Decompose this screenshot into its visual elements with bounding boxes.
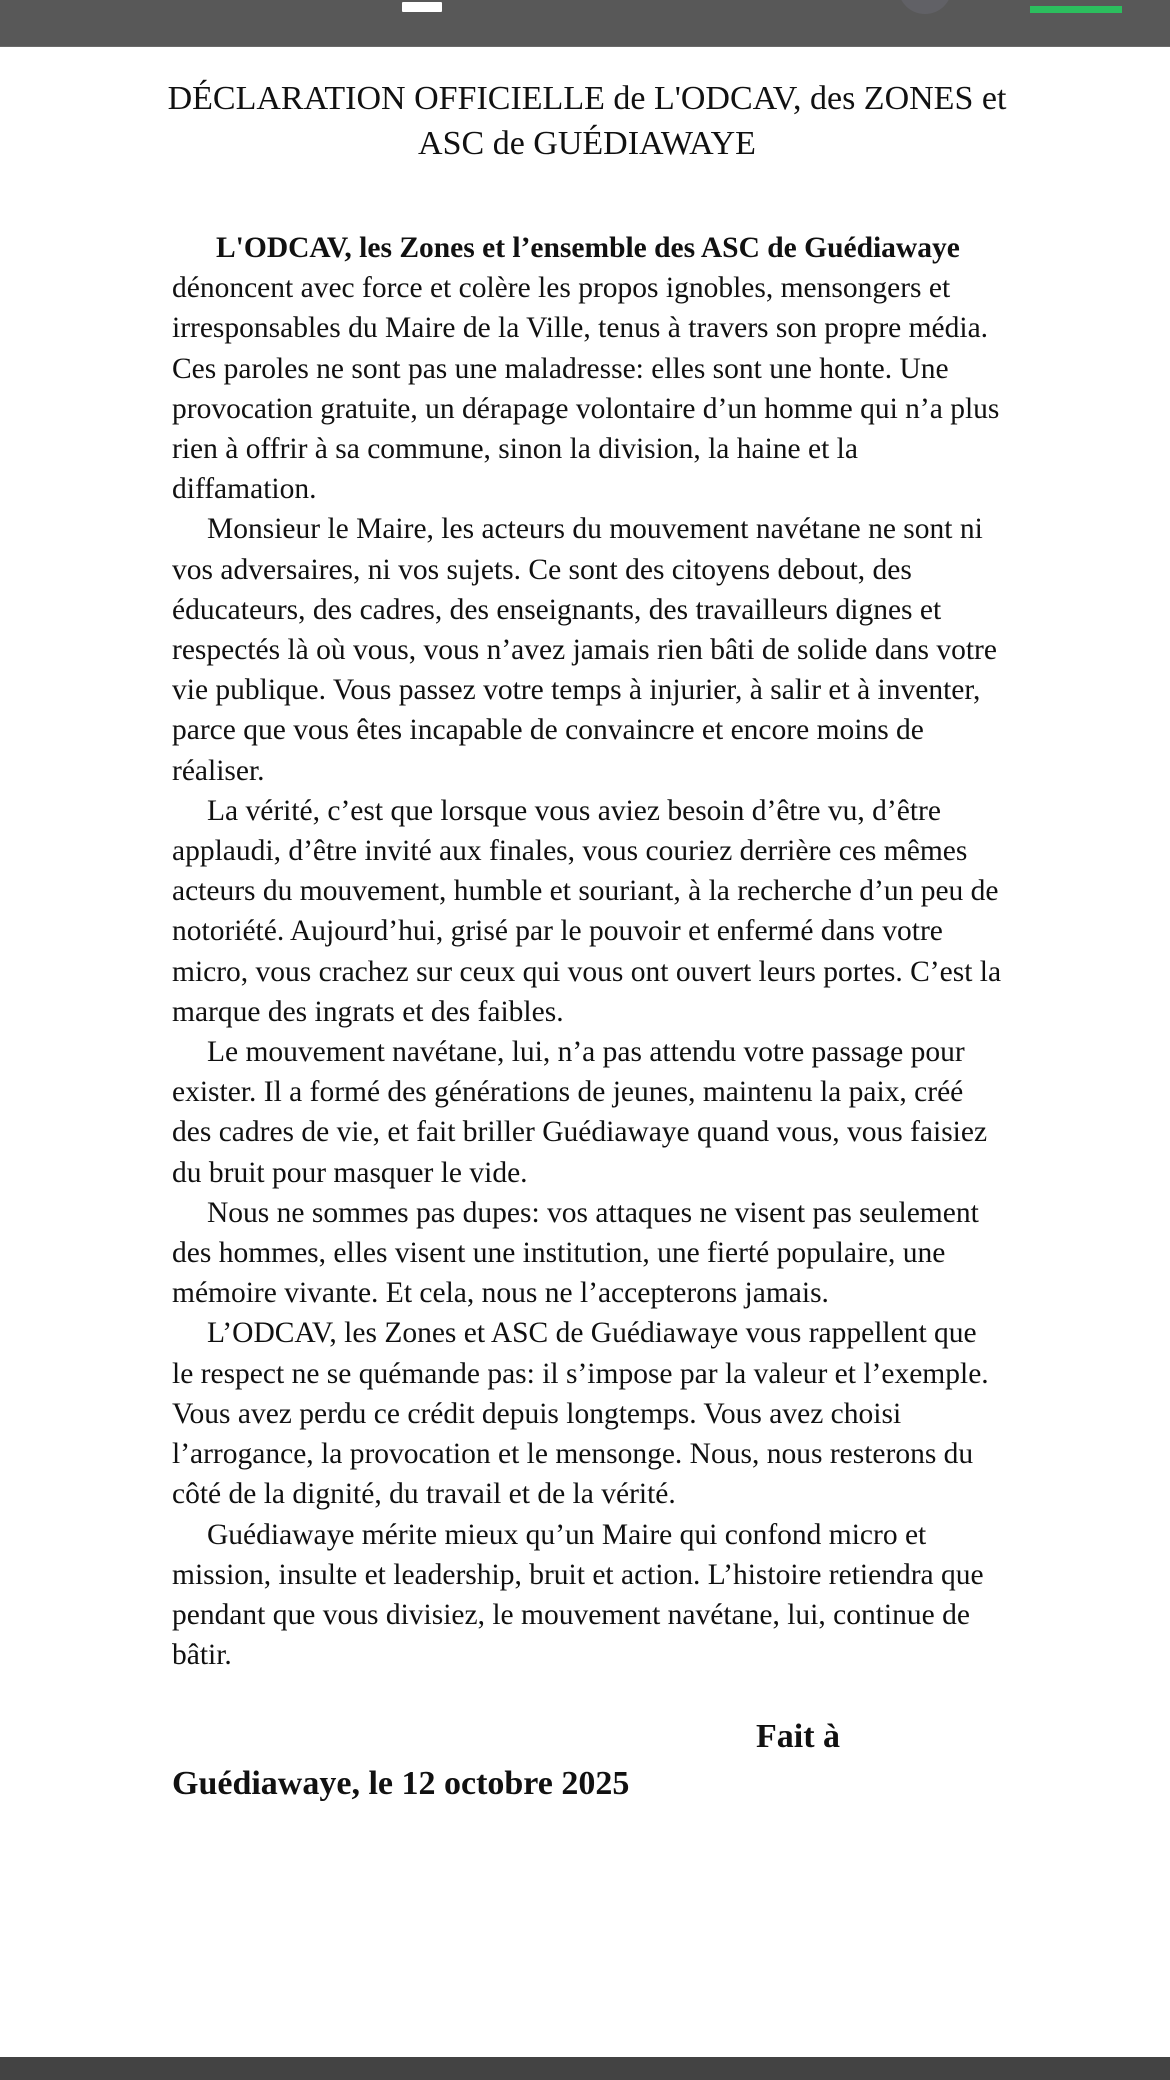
paragraph-1-text: dénoncent avec force et colère les propos ignobles, mensongers et irresponsables du Maire de la Ville, tenus à travers son propre média. Ces paroles ne sont pas une maladresse: elles sont une honte. Une provocation gratuite, un dérapage volontaire d’un homme qui n’a plus rien à offrir à sa commune, sinon la division, la haine et la diffamation.	[172, 272, 1000, 506]
paragraph-5: Nous ne sommes pas dupes: vos attaques ne visent pas seulement des hommes, elles visent une institution, une fierté populaire, une mémoire vivante. Et cela, nous ne l’accepterons jamais.	[172, 1196, 979, 1310]
bottom-bar	[0, 2057, 1170, 2080]
status-bar	[0, 0, 1170, 47]
signature-date: Guédiawaye, le 12 octobre 2025	[172, 1765, 630, 1803]
paragraph-1	[172, 228, 1002, 509]
paragraph-3: La vérité, c’est que lorsque vous aviez besoin d’être vu, d’être applaudi, d’être invité aux finales, vous couriez derrière ces mêmes acteurs du mouvement, humble et souriant, à la recherche d’un peu de notoriété. Aujourd’hui, grisé par le pouvoir et enfermé dans votre micro, vous crachez sur ceux qui vous ont ouvert leurs portes. C’est la marque des ingrats et des faibles.	[172, 794, 1002, 1028]
paragraph-1-bold-lead: L'ODCAV, les Zones et l’ensemble des ASC de Guédiawaye	[216, 232, 960, 264]
camera-notch-icon	[898, 0, 952, 14]
paragraph-7: Guédiawaye mérite mieux qu’un Maire qui confond micro et mission, insulte et leadership, bruit et action. L’histoire retiendra que pendant que vous divisiez, le mouvement navétane, lui, continue de bâtir.	[172, 1518, 984, 1672]
status-indicator-white	[402, 2, 442, 12]
battery-indicator-icon	[1030, 6, 1122, 13]
document-page	[167, 76, 1007, 1807]
document-body	[172, 228, 1002, 1675]
document-title: DÉCLARATION OFFICIELLE de L'ODCAV, des ZONES et ASC de GUÉDIAWAYE	[167, 80, 1007, 162]
paragraph-4: Le mouvement navétane, lui, n’a pas attendu votre passage pour exister. Il a formé des générations de jeunes, maintenu la paix, créé des cadres de vie, et fait briller Guédiawaye quand vous, vous faisiez du bruit pour masquer le vide.	[172, 1036, 988, 1189]
paragraph-6: L’ODCAV, les Zones et ASC de Guédiawaye vous rappellent que le respect ne se quémande pas: il s’impose par la valeur et l’exemple. Vous avez perdu ce crédit depuis longtemps. Vous avez choisi l’arrogance, la provocation et le mensonge. Nous, nous resterons du côté de la dignité, du travail et de la vérité.	[172, 1317, 989, 1511]
paragraph-2: Monsieur le Maire, les acteurs du mouvement navétane ne sont ni vos adversaires, ni vos sujets. Ce sont des citoyens debout, des éducateurs, des cadres, des enseignants, des travailleurs dignes et respectés là où vous, vous n’avez jamais rien bâti de solide dans votre vie publique. Vous passez votre temps à injurier, à salir et à inventer, parce que vous êtes incapable de convaincre et encore moins de réaliser.	[172, 513, 997, 787]
signature-block	[172, 1713, 1002, 1807]
signature-place-label: Fait à	[756, 1718, 841, 1756]
